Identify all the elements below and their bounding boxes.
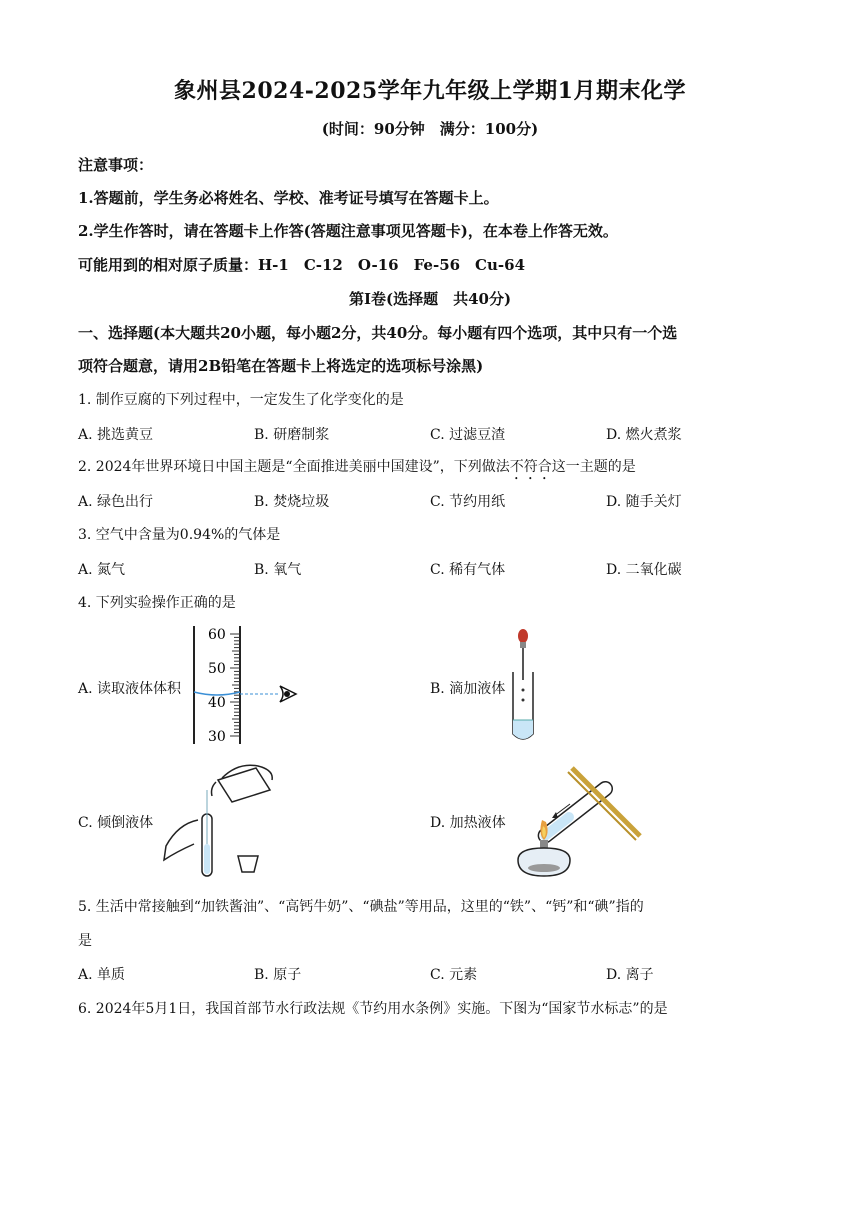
notice-item-1: 1.答题前，学生务必将姓名、学校、准考证号填写在答题卡上。 — [78, 189, 499, 207]
q3-option-b[interactable]: B. 氧气 — [254, 562, 302, 578]
scale-label-50: 50 — [208, 661, 226, 677]
scale-label-30: 30 — [208, 729, 226, 745]
question-2-stem — [78, 456, 636, 483]
q2-option-c[interactable]: C. 节约用纸 — [430, 494, 506, 510]
scale-label-60: 60 — [208, 627, 226, 643]
question-5-stem-line1: 5. 生活中常接触到“加铁酱油”、“高钙牛奶”、“碘盐”等用品，这里的“铁”、“钙”和“碘”指的 — [78, 899, 644, 915]
q4-option-a[interactable]: A. 读取液体体积 — [78, 681, 182, 697]
q4-option-d[interactable]: D. 加热液体 — [430, 815, 506, 831]
q2-stem-after: 这一主题的是 — [551, 459, 636, 475]
dropper-illustration — [508, 628, 538, 744]
q1-option-d[interactable]: D. 燃火煮浆 — [606, 427, 682, 443]
q2-option-d[interactable]: D. 随手关灯 — [606, 494, 682, 510]
q5-option-a[interactable]: A. 单质 — [78, 967, 126, 983]
heating-liquid-illustration — [512, 756, 652, 884]
question-6-stem: 6. 2024年5月1日，我国首部节水行政法规《节约用水条例》实施。下图为“国家节水标志”的是 — [78, 1001, 668, 1017]
page-title: 象州县2024-2025学年九年级上学期1月期末化学 — [174, 78, 686, 104]
notice-heading: 注意事项： — [78, 156, 154, 174]
notice-item-2: 2.学生作答时，请在答题卡上作答(答题注意事项见答题卡)，在本卷上作答无效。 — [78, 222, 618, 240]
q2-option-a[interactable]: A. 绿色出行 — [78, 494, 154, 510]
q1-option-b[interactable]: B. 研磨制浆 — [254, 427, 330, 443]
question-3-stem: 3. 空气中含量为0.94%的气体是 — [78, 527, 281, 543]
section-instruction-2: 项符合题意，请用2B铅笔在答题卡上将选定的选项标号涂黑) — [78, 357, 484, 375]
q4-option-c[interactable]: C. 倾倒液体 — [78, 815, 154, 831]
q5-option-b[interactable]: B. 原子 — [254, 967, 302, 983]
q5-option-d[interactable]: D. 离子 — [606, 967, 654, 983]
q2-emphasis: 不符合 — [509, 459, 552, 475]
q1-option-a[interactable]: A. 挑选黄豆 — [78, 427, 154, 443]
scale-label-40: 40 — [208, 695, 226, 711]
q4-option-b[interactable]: B. 滴加液体 — [430, 681, 506, 697]
q3-option-d[interactable]: D. 二氧化碳 — [606, 562, 682, 578]
exam-time-score: (时间：90分钟 满分：100分) — [321, 120, 539, 138]
section-instruction-1: 一、选择题(本大题共20小题，每小题2分，共40分。每小题有四个选项，其中只有一个选 — [78, 324, 678, 342]
question-5-stem-line2: 是 — [78, 933, 92, 949]
pouring-liquid-illustration — [158, 760, 278, 882]
question-1-stem: 1. 制作豆腐的下列过程中，一定发生了化学变化的是 — [78, 392, 404, 408]
q1-option-c[interactable]: C. 过滤豆渣 — [430, 427, 506, 443]
question-4-stem: 4. 下列实验操作正确的是 — [78, 595, 236, 611]
q3-option-c[interactable]: C. 稀有气体 — [430, 562, 506, 578]
atomic-masses: 可能用到的相对原子质量：H-1 C-12 O-16 Fe-56 Cu-64 — [78, 256, 526, 274]
q2-stem-before: 2. 2024年世界环境日中国主题是“全面推进美丽中国建设”，下列做法 — [78, 459, 510, 475]
q2-option-b[interactable]: B. 焚烧垃圾 — [254, 494, 330, 510]
section-title: 第Ⅰ卷(选择题 共40分) — [348, 290, 512, 308]
q3-option-a[interactable]: A. 氮气 — [78, 562, 126, 578]
q5-option-c[interactable]: C. 元素 — [430, 967, 478, 983]
graduated-cylinder-illustration — [192, 624, 302, 746]
